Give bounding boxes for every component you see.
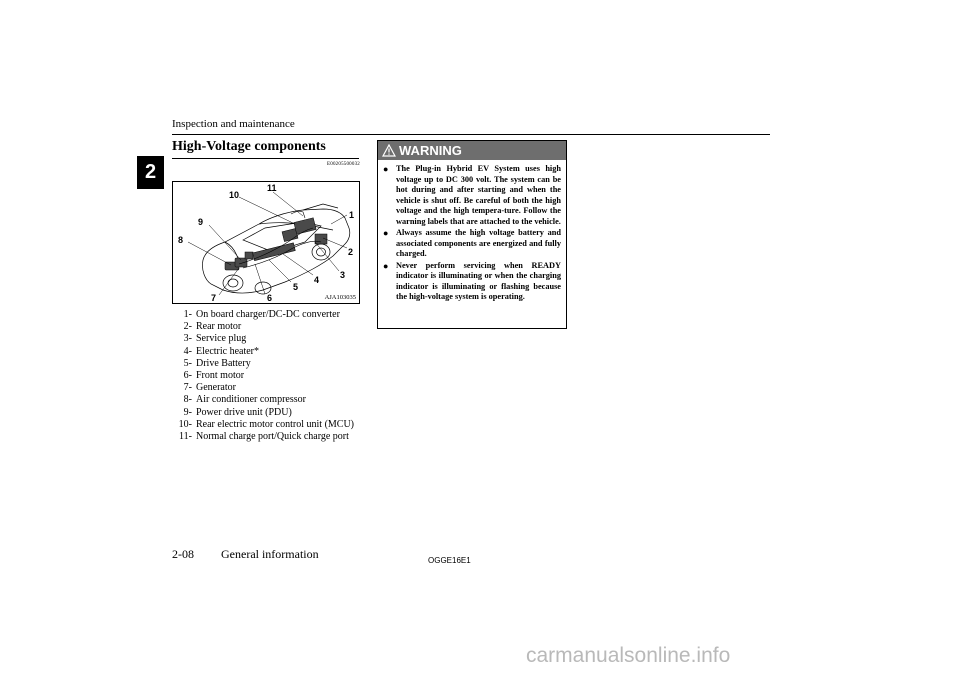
- list-item: [172, 321, 354, 333]
- figure-code: AJA103035: [324, 294, 356, 301]
- part-number: 6-: [183, 370, 192, 382]
- part-label: Rear electric motor control unit (MCU): [196, 418, 355, 430]
- warning-header: [378, 141, 566, 160]
- list-item: [172, 419, 354, 431]
- part-number: 9-: [183, 406, 192, 418]
- part-label: Service plug: [196, 333, 247, 345]
- part-label: Electric heater*: [196, 345, 260, 357]
- warning-text: The Plug-in Hybrid EV System uses high voltage up to DC 300 volt. The system can be hot during and after starting and when the vehicle is shut off. Be careful of both the high voltage and the high tempera-ture. Follow the warning labels that are attached to the vehicle.: [396, 164, 561, 226]
- list-item: [172, 358, 354, 370]
- callout-2: 2: [348, 247, 354, 257]
- list-item: [383, 228, 561, 260]
- part-number: 3-: [183, 333, 192, 345]
- part-number: 10-: [178, 418, 192, 430]
- section-title: High-Voltage components: [172, 139, 326, 154]
- part-label: Rear motor: [196, 321, 242, 333]
- part-label: Front motor: [196, 370, 245, 382]
- callout-9: 9: [198, 217, 204, 227]
- page-number: 2-08: [172, 547, 194, 561]
- list-item: [172, 382, 354, 394]
- warning-title: WARNING: [399, 143, 462, 158]
- part-label: Power drive unit (PDU): [196, 406, 292, 418]
- part-label: Air conditioner compressor: [196, 394, 306, 406]
- footer-chapter-title: General information: [221, 547, 319, 561]
- part-label: Drive Battery: [196, 357, 251, 369]
- list-item: [172, 431, 354, 443]
- chapter-tab: 2: [137, 156, 164, 189]
- list-item: [383, 164, 561, 227]
- part-number: 7-: [183, 382, 192, 394]
- bullet-icon: ●: [383, 228, 389, 238]
- list-item: [172, 407, 354, 419]
- document-code: OGGE16E1: [428, 556, 471, 565]
- part-number: 5-: [183, 357, 192, 369]
- warning-text: Always assume the high voltage battery and associated components are energized and fully charged.: [396, 228, 561, 258]
- vehicle-illustration: [173, 182, 359, 303]
- callout-4: 4: [314, 275, 320, 285]
- section-code: E00205500032: [327, 162, 360, 167]
- header-section-title: Inspection and maintenance: [172, 118, 295, 130]
- part-number: 8-: [183, 394, 192, 406]
- part-label: Normal charge port/Quick charge port: [196, 431, 349, 443]
- watermark: carmanualsonline.info: [526, 644, 731, 667]
- callout-5: 5: [293, 282, 299, 292]
- callout-11: 11: [267, 183, 277, 193]
- list-item: [172, 370, 354, 382]
- part-label: Generator: [196, 382, 236, 394]
- list-item: [172, 309, 354, 321]
- list-item: [383, 261, 561, 303]
- callout-1: 1: [349, 210, 355, 220]
- callout-3: 3: [340, 270, 346, 280]
- part-number: 2-: [183, 321, 192, 333]
- bullet-icon: ●: [383, 260, 389, 271]
- part-number: 4-: [183, 345, 192, 357]
- bullet-icon: ●: [383, 164, 389, 174]
- callout-6: 6: [267, 293, 273, 303]
- callout-10: 10: [229, 190, 240, 200]
- header-divider: [172, 134, 770, 135]
- list-item: [172, 394, 354, 406]
- section-divider: [172, 158, 359, 159]
- warning-text: Never perform servicing when READY indicator is illuminating or when the charging indicator is illuminating or flashing because the high-voltage system is operating.: [396, 260, 561, 301]
- vehicle-diagram: [172, 181, 360, 304]
- part-number: 11-: [179, 431, 192, 443]
- part-number: 1-: [183, 309, 192, 320]
- warning-triangle-icon: [382, 144, 396, 157]
- warning-box: [377, 140, 567, 329]
- callout-8: 8: [178, 235, 184, 245]
- part-label: On board charger/DC-DC converter: [196, 309, 340, 320]
- warning-body: [378, 160, 566, 303]
- parts-list: [172, 309, 354, 443]
- list-item: [172, 333, 354, 345]
- list-item: [172, 346, 354, 358]
- callout-7: 7: [211, 293, 217, 303]
